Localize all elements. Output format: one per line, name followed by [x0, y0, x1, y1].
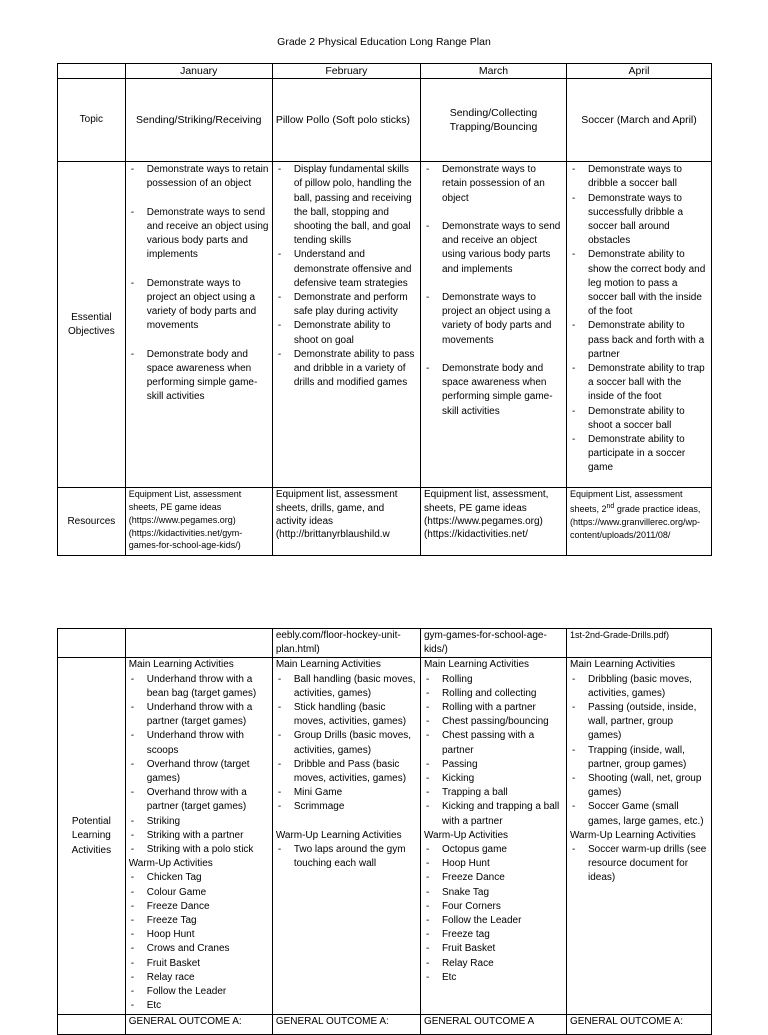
resources-march: Equipment list, assessment, sheets, PE game ideas (https://www.pegames.org) (https://kidactivities.net/: [420, 488, 566, 556]
activities-row-label: Potential Learning Activities: [58, 658, 126, 1015]
list-item: - Overhand throw with a partner (target games): [129, 786, 269, 814]
list-item: - Kicking: [424, 772, 563, 786]
resources-row: [58, 488, 712, 556]
warm-up-list: [129, 871, 269, 1013]
warm-up-header: Warm-Up Learning Activities: [569, 829, 696, 841]
outcomes-row: [58, 1015, 712, 1035]
activities-january: [125, 658, 272, 1015]
list-item: - Soccer Game (small games, large games, etc.): [570, 800, 708, 828]
list-item: - Snake Tag: [424, 886, 563, 900]
continued-april: 1st-2nd-Grade-Drills.pdf): [566, 629, 711, 658]
plan-table-part-1: [57, 63, 712, 556]
list-item: - Follow the Leader: [129, 985, 269, 999]
page-title: Grade 2 Physical Education Long Range Plan: [277, 36, 491, 48]
main-activities-list: [424, 673, 563, 829]
list-item: - Freeze Tag: [129, 914, 269, 928]
month-february: February: [272, 64, 420, 79]
activities-february: [272, 658, 420, 1015]
list-item: - Etc: [129, 999, 269, 1013]
main-activities-list: [129, 673, 269, 858]
continued-resources-row: [58, 629, 712, 658]
continued-february: eebly.com/floor-hockey-unit-plan.html): [272, 629, 420, 658]
warm-up-list: [570, 843, 708, 886]
list-item: - Chicken Tag: [129, 871, 269, 885]
list-item: - Ball handling (basic moves, activities, games): [276, 673, 417, 701]
month-april: April: [566, 64, 711, 79]
plan-table-part-2: [57, 628, 712, 1035]
activities-april: [566, 658, 711, 1015]
resources-april: [566, 488, 711, 556]
continued-january: [125, 629, 272, 658]
list-item: - Demonstrate body and space awareness when performing simple game-skill activities: [129, 348, 269, 405]
list-item: - Follow the Leader: [424, 914, 563, 928]
topic-row: [58, 79, 712, 162]
list-item: - Chest passing/bouncing: [424, 715, 563, 729]
list-item: - Demonstrate ways to send and receive an object using various body parts and implements: [424, 220, 563, 277]
list-item: - Chest passing with a partner: [424, 729, 563, 757]
list-item: - Trapping a ball: [424, 786, 563, 800]
outcome-january: GENERAL OUTCOME A:: [125, 1015, 272, 1035]
main-activities-list: [276, 673, 417, 815]
list-item: - Rolling with a partner: [424, 701, 563, 715]
list-item: - Demonstrate ways to successfully dribble a soccer ball around obstacles: [570, 192, 708, 249]
main-activities-list: [570, 673, 708, 829]
list-item: - Demonstrate ways to project an object using a variety of body parts and movements: [424, 291, 563, 348]
list-item: - Demonstrate body and space awareness when performing simple game-skill activities: [424, 362, 563, 419]
list-item: - Demonstrate ways to retain possession of an object: [129, 163, 269, 191]
resources-april-text: Equipment List, assessment sheets, 2: [569, 489, 683, 514]
list-item: - Demonstrate ability to trap a soccer ball with the inside of the foot: [570, 362, 708, 405]
objectives-row-label: Essential Objectives: [58, 162, 126, 488]
list-item: - Demonstrate and perform safe play during activity: [276, 291, 417, 319]
objectives-february: [272, 162, 420, 488]
list-item: - Demonstrate ability to shoot a soccer ball: [570, 405, 708, 433]
warm-up-header: Warm-Up Activities: [128, 858, 213, 870]
topic-january: Sending/Striking/Receiving: [125, 79, 272, 162]
outcome-march: GENERAL OUTCOME A: [420, 1015, 566, 1035]
list-item: - Passing: [424, 758, 563, 772]
list-item: - Demonstrate ability to pass back and forth with a partner: [570, 319, 708, 362]
list-item: - Overhand throw (target games): [129, 758, 269, 786]
list-item: - Demonstrate ability to shoot on goal: [276, 319, 417, 347]
month-header-row: [58, 64, 712, 79]
main-activities-header: Main Learning Activities: [569, 659, 676, 671]
list-item: - Dribble and Pass (basic moves, activities, games): [276, 758, 417, 786]
list-item: - Demonstrate ways to retain possession of an object: [424, 163, 563, 206]
list-item: - Demonstrate ways to project an object using a variety of body parts and movements: [129, 277, 269, 334]
objectives-april: [566, 162, 711, 488]
resources-january: Equipment List, assessment sheets, PE game ideas (https://www.pegames.org) (https://kidactivities.net/gym-games-for-school-age-kids/): [125, 488, 272, 556]
list-item: - Demonstrate ways to send and receive an object using various body parts and implements: [129, 206, 269, 263]
list-item: - Two laps around the gym touching each wall: [276, 843, 417, 871]
list-item: - Passing (outside, inside, wall, partner, group games): [570, 701, 708, 744]
list-item: - Display fundamental skills of pillow polo, handling the ball, passing and receiving the ball, stopping and shooting the ball, and goal tending skills: [276, 163, 417, 248]
list-item: - Hoop Hunt: [424, 857, 563, 871]
resources-april-text-2: grade practice ideas, (https://www.granvillerec.org/wp-content/uploads/2011/08/: [569, 504, 701, 540]
list-item: - Dribbling (basic moves, activities, games): [570, 673, 708, 701]
list-item: - Underhand throw with a bean bag (target games): [129, 673, 269, 701]
activities-march: [420, 658, 566, 1015]
warm-up-list: [424, 843, 563, 985]
outcome-april: GENERAL OUTCOME A:: [566, 1015, 711, 1035]
main-activities-header: Main Learning Activities: [423, 659, 530, 671]
list-item: - Octopus game: [424, 843, 563, 857]
topic-march: Sending/Collecting Trapping/Bouncing: [420, 79, 566, 162]
topic-february: Pillow Pollo (Soft polo sticks): [272, 79, 420, 162]
warm-up-list: [276, 843, 417, 871]
main-activities-header: Main Learning Activities: [128, 659, 234, 671]
list-item: - Underhand throw with a partner (target games): [129, 701, 269, 729]
list-item: - Demonstrate ability to show the correct body and leg motion to pass a soccer ball with the inside of the foot: [570, 248, 708, 319]
superscript-nd: nd: [606, 503, 615, 510]
list-item: - Mini Game: [276, 786, 417, 800]
continued-label-cell: [58, 629, 126, 658]
month-january: January: [125, 64, 272, 79]
list-item: - Fruit Basket: [129, 957, 269, 971]
list-item: - Striking with a partner: [129, 829, 269, 843]
resources-row-label: Resources: [58, 488, 126, 556]
list-item: - Fruit Basket: [424, 942, 563, 956]
topic-april: Soccer (March and April): [566, 79, 711, 162]
list-item: - Stick handling (basic moves, activities, games): [276, 701, 417, 729]
corner-cell: [58, 64, 126, 79]
list-item: - Freeze tag: [424, 928, 563, 942]
objectives-list: [424, 163, 563, 419]
spacer: [276, 815, 417, 829]
list-item: - Colour Game: [129, 886, 269, 900]
list-item: - Etc: [424, 971, 563, 985]
list-item: - Striking: [129, 815, 269, 829]
list-item: - Rolling and collecting: [424, 687, 563, 701]
objectives-list: [276, 163, 417, 390]
activities-row: [58, 658, 712, 1015]
main-activities-header: Main Learning Activities: [275, 659, 381, 671]
list-item: - Soccer warm-up drills (see resource document for ideas): [570, 843, 708, 886]
list-item: - Relay race: [129, 971, 269, 985]
outcome-february: GENERAL OUTCOME A:: [272, 1015, 420, 1035]
list-item: - Demonstrate ability to pass and dribble in a variety of drills and modified games: [276, 348, 417, 391]
resources-february: Equipment list, assessment sheets, drills, game, and activity ideas (http://brittanyrblaushild.w: [272, 488, 420, 556]
list-item: - Scrimmage: [276, 800, 417, 814]
list-item: - Kicking and trapping a ball with a partner: [424, 800, 563, 828]
topic-row-label: Topic: [58, 79, 126, 162]
objectives-list: [570, 163, 708, 475]
list-item: - Hoop Hunt: [129, 928, 269, 942]
continued-march: gym-games-for-school-age-kids/): [420, 629, 566, 658]
warm-up-header: Warm-Up Activities: [423, 829, 509, 841]
warm-up-header: Warm-Up Learning Activities: [275, 829, 402, 841]
objectives-january: [125, 162, 272, 488]
list-item: - Underhand throw with scoops: [129, 729, 269, 757]
list-item: - Demonstrate ability to participate in a soccer game: [570, 433, 708, 476]
list-item: - Freeze Dance: [129, 900, 269, 914]
list-item: - Rolling: [424, 673, 563, 687]
list-item: - Striking with a polo stick: [129, 843, 269, 857]
list-item: - Trapping (inside, wall, partner, group games): [570, 744, 708, 772]
list-item: - Group Drills (basic moves, activities, games): [276, 729, 417, 757]
list-item: - Understand and demonstrate offensive and defensive team strategies: [276, 248, 417, 291]
list-item: - Four Corners: [424, 900, 563, 914]
objectives-march: [420, 162, 566, 488]
month-march: March: [420, 64, 566, 79]
list-item: - Shooting (wall, net, group games): [570, 772, 708, 800]
list-item: - Freeze Dance: [424, 871, 563, 885]
objectives-row: [58, 162, 712, 488]
list-item: - Relay Race: [424, 957, 563, 971]
objectives-list: [129, 163, 269, 404]
list-item: - Demonstrate ways to dribble a soccer ball: [570, 163, 708, 191]
outcomes-label-cell: [58, 1015, 126, 1035]
list-item: - Crows and Cranes: [129, 942, 269, 956]
